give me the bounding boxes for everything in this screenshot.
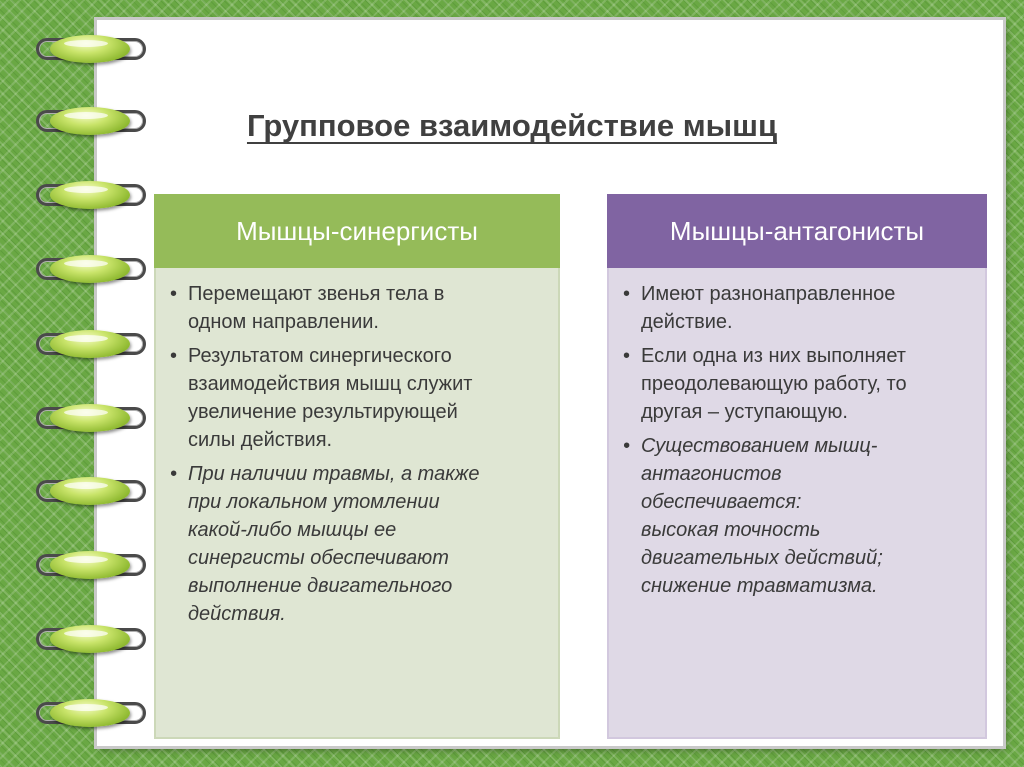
spiral-ring-icon — [36, 699, 148, 729]
spiral-ring-icon — [36, 181, 148, 211]
synergists-card — [154, 194, 560, 739]
antagonists-body — [607, 268, 987, 739]
list-item: • Существованием мышц- антагонистов обеспечивается: высокая точность двигательных действий; снижение травматизма. — [623, 432, 967, 600]
spiral-ring-icon — [36, 35, 148, 65]
slide-title-text: Групповое взаимодействие мышц — [246, 108, 778, 143]
list-item: • Если одна из них выполняет преодолевающую работу, то другая – уступающую. — [623, 342, 967, 426]
spiral-ring-icon — [36, 477, 148, 507]
antagonists-card — [607, 194, 987, 739]
spiral-ring-icon — [36, 551, 148, 581]
antagonists-header: Мышцы-антагонисты — [607, 194, 987, 268]
list-item: • Результатом синергического взаимодействия мышц служит увеличение результирующей силы действия. — [170, 342, 540, 454]
spiral-ring-icon — [36, 625, 148, 655]
synergists-body — [154, 268, 560, 739]
spiral-ring-icon — [36, 330, 148, 360]
spiral-ring-icon — [36, 255, 148, 285]
spiral-ring-icon — [36, 404, 148, 434]
list-item: • Перемещают звенья тела в одном направлении. — [170, 280, 540, 336]
slide-title — [0, 108, 1024, 144]
list-item: • Имеют разнонаправленное действие. — [623, 280, 967, 336]
synergists-header: Мышцы-синергисты — [154, 194, 560, 268]
list-item: • При наличии травмы, а также при локальном утомлении какой-либо мышцы ее синергисты обеспечивают выполнение двигательного действия. — [170, 460, 540, 628]
